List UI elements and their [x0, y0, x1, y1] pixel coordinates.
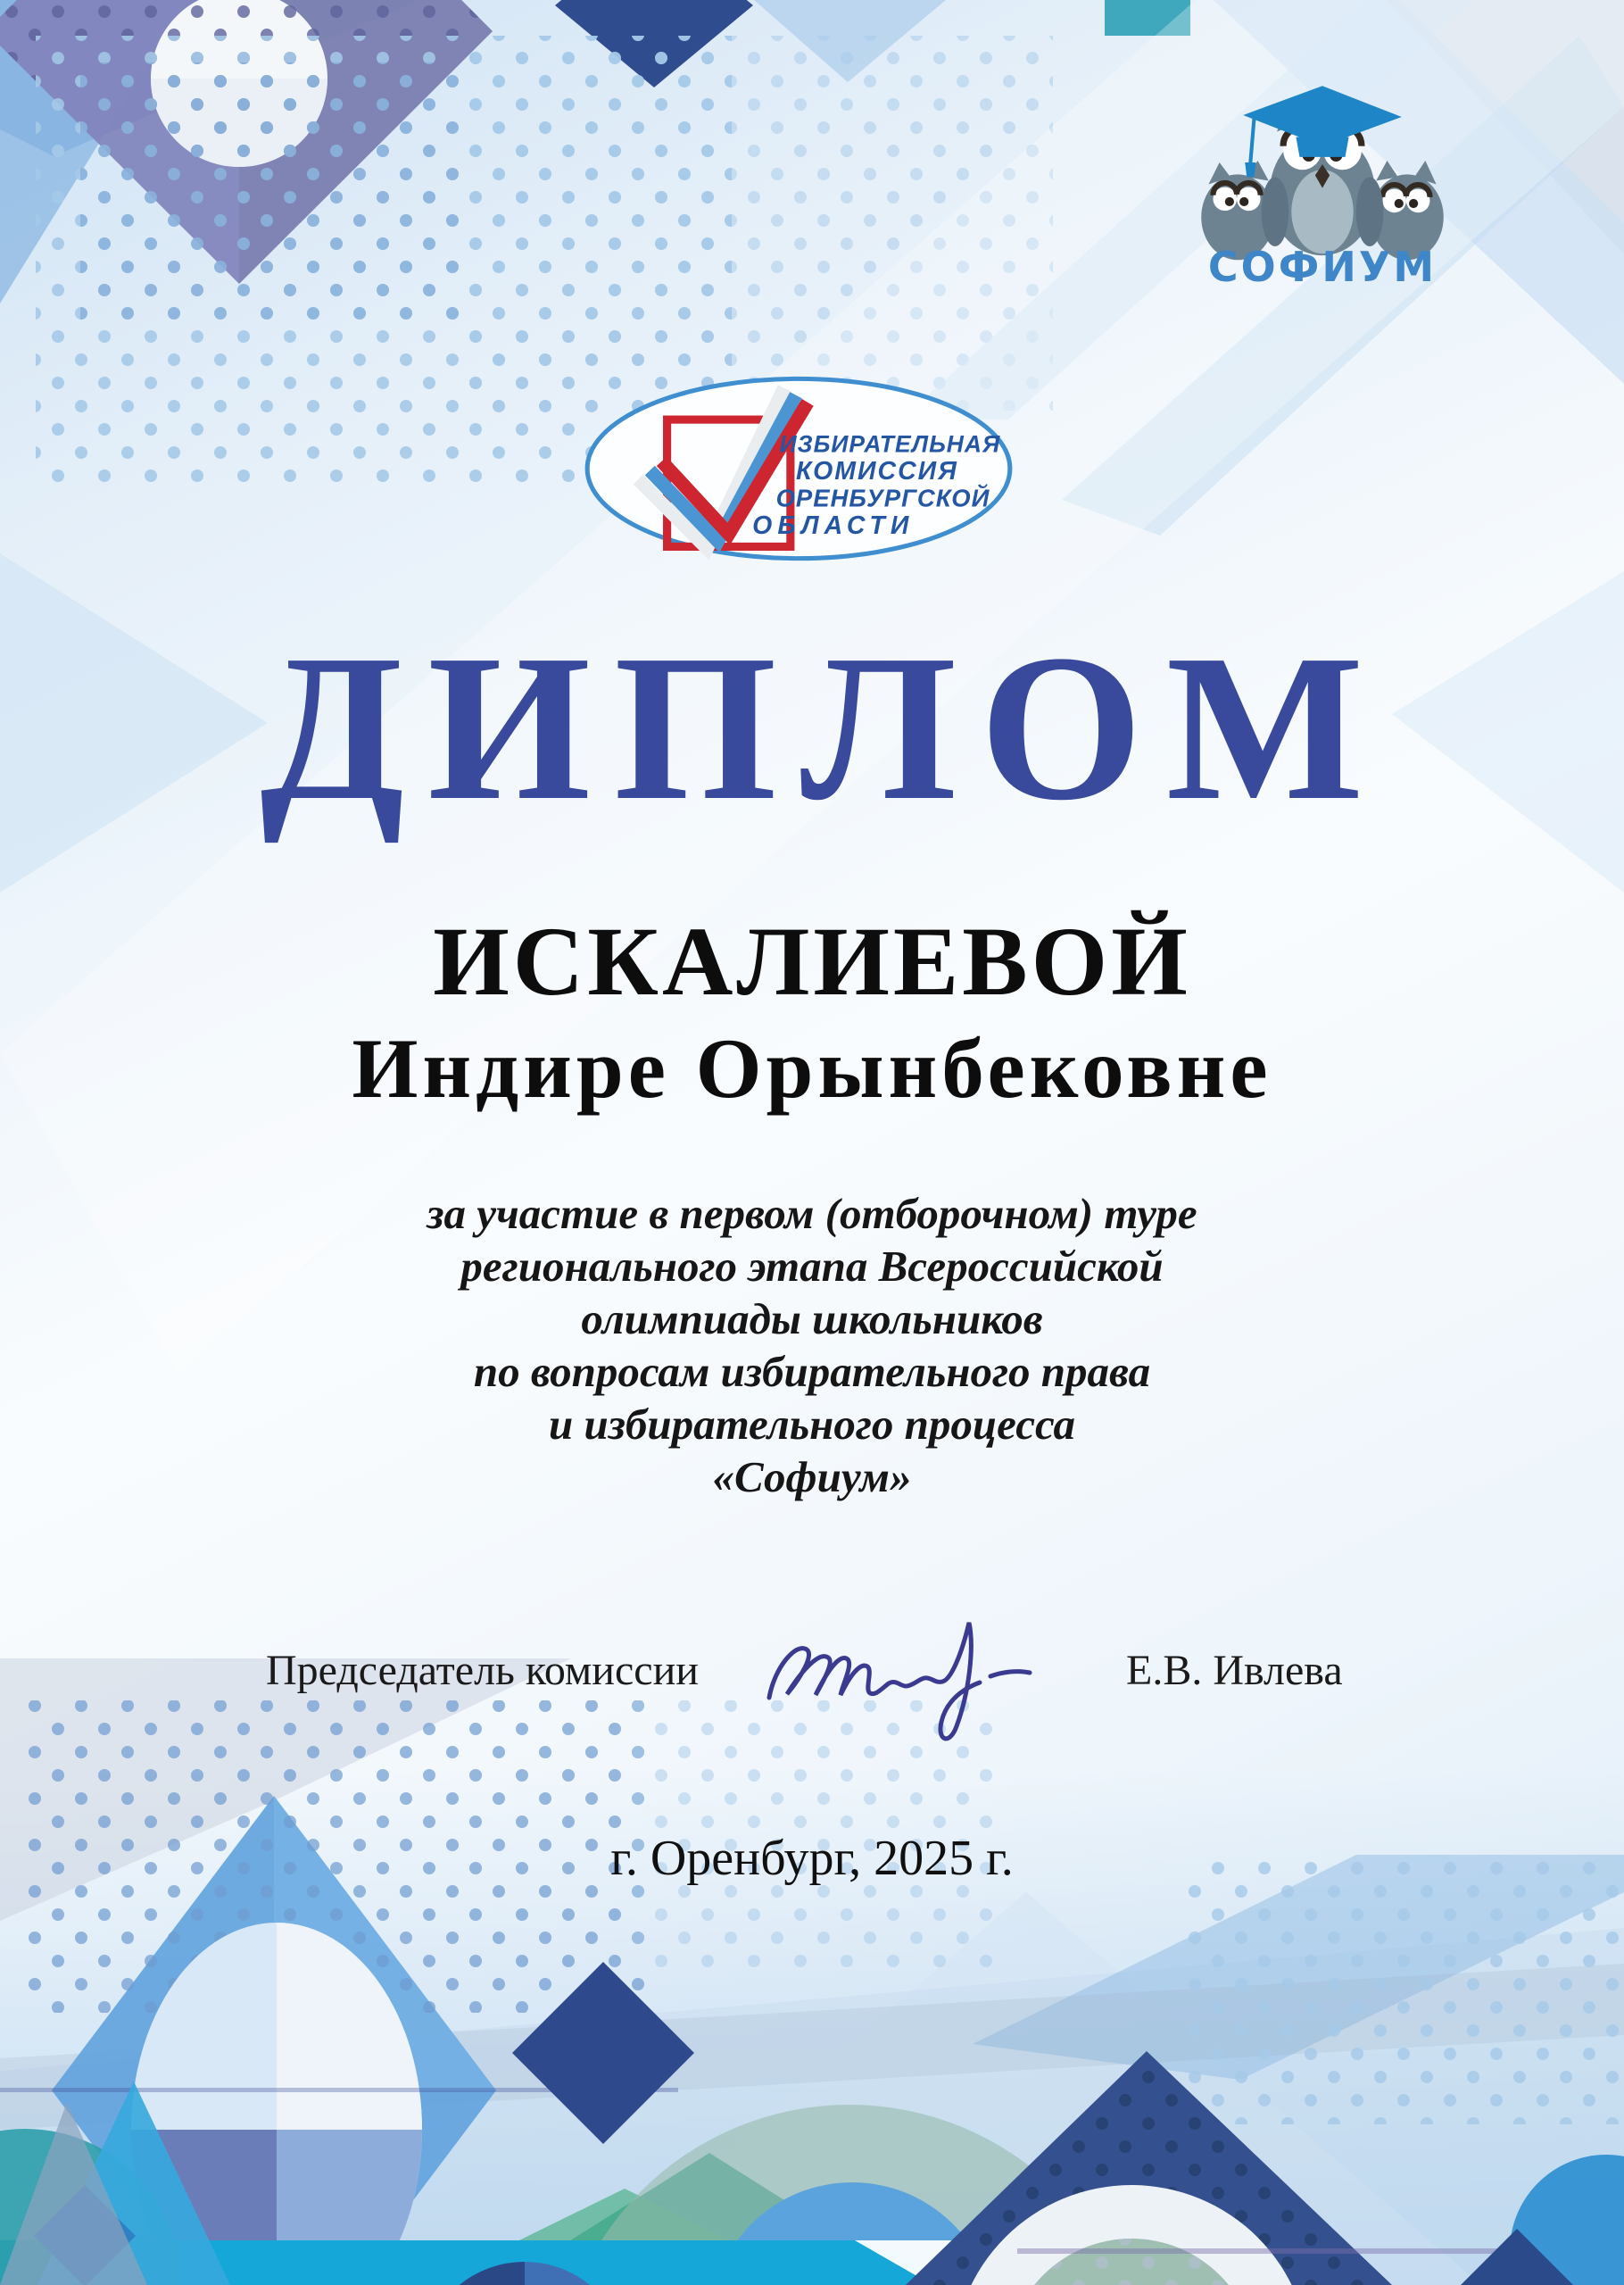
recipient-surname: ИСКАЛИЕВОЙ	[433, 907, 1191, 1016]
commission-line-4: ОБЛАСТИ	[752, 511, 915, 541]
description-line: по вопросам избирательного права	[473, 1347, 1151, 1396]
description-line: олимпиады школьников	[581, 1294, 1043, 1343]
place-and-year: г. Оренбург, 2025 г.	[610, 1831, 1014, 1886]
signer-name: Е.В. Ивлева	[1126, 1647, 1343, 1694]
award-description	[0, 1187, 1624, 1503]
signer-role-label: Председатель комиссии	[266, 1647, 699, 1694]
diploma-title: ДИПЛОМ	[260, 611, 1388, 843]
recipient-given-names: Индире Орынбековне	[352, 1021, 1272, 1116]
description-line: и избирательного процесса	[549, 1400, 1075, 1449]
sofium-logo-label: СОФИУМ	[1207, 242, 1438, 291]
commission-emblem-illustration	[580, 373, 1017, 564]
commission-logo	[580, 373, 1017, 564]
commission-line-2: КОМИССИЯ	[795, 457, 958, 486]
description-line: регионального этапа Всероссийской	[460, 1242, 1164, 1291]
description-line: за участие в первом (отборочном) туре	[427, 1189, 1197, 1238]
commission-line-1: ИЗБИРАТЕЛЬНАЯ	[779, 430, 1001, 458]
signature-autograph	[757, 1610, 1056, 1769]
commission-line-3: ОРЕНБУРГСКОЙ	[775, 484, 990, 512]
description-line: «Софиум»	[712, 1452, 912, 1501]
sofium-owls-illustration	[1189, 73, 1456, 292]
sofium-logo	[1189, 73, 1456, 292]
